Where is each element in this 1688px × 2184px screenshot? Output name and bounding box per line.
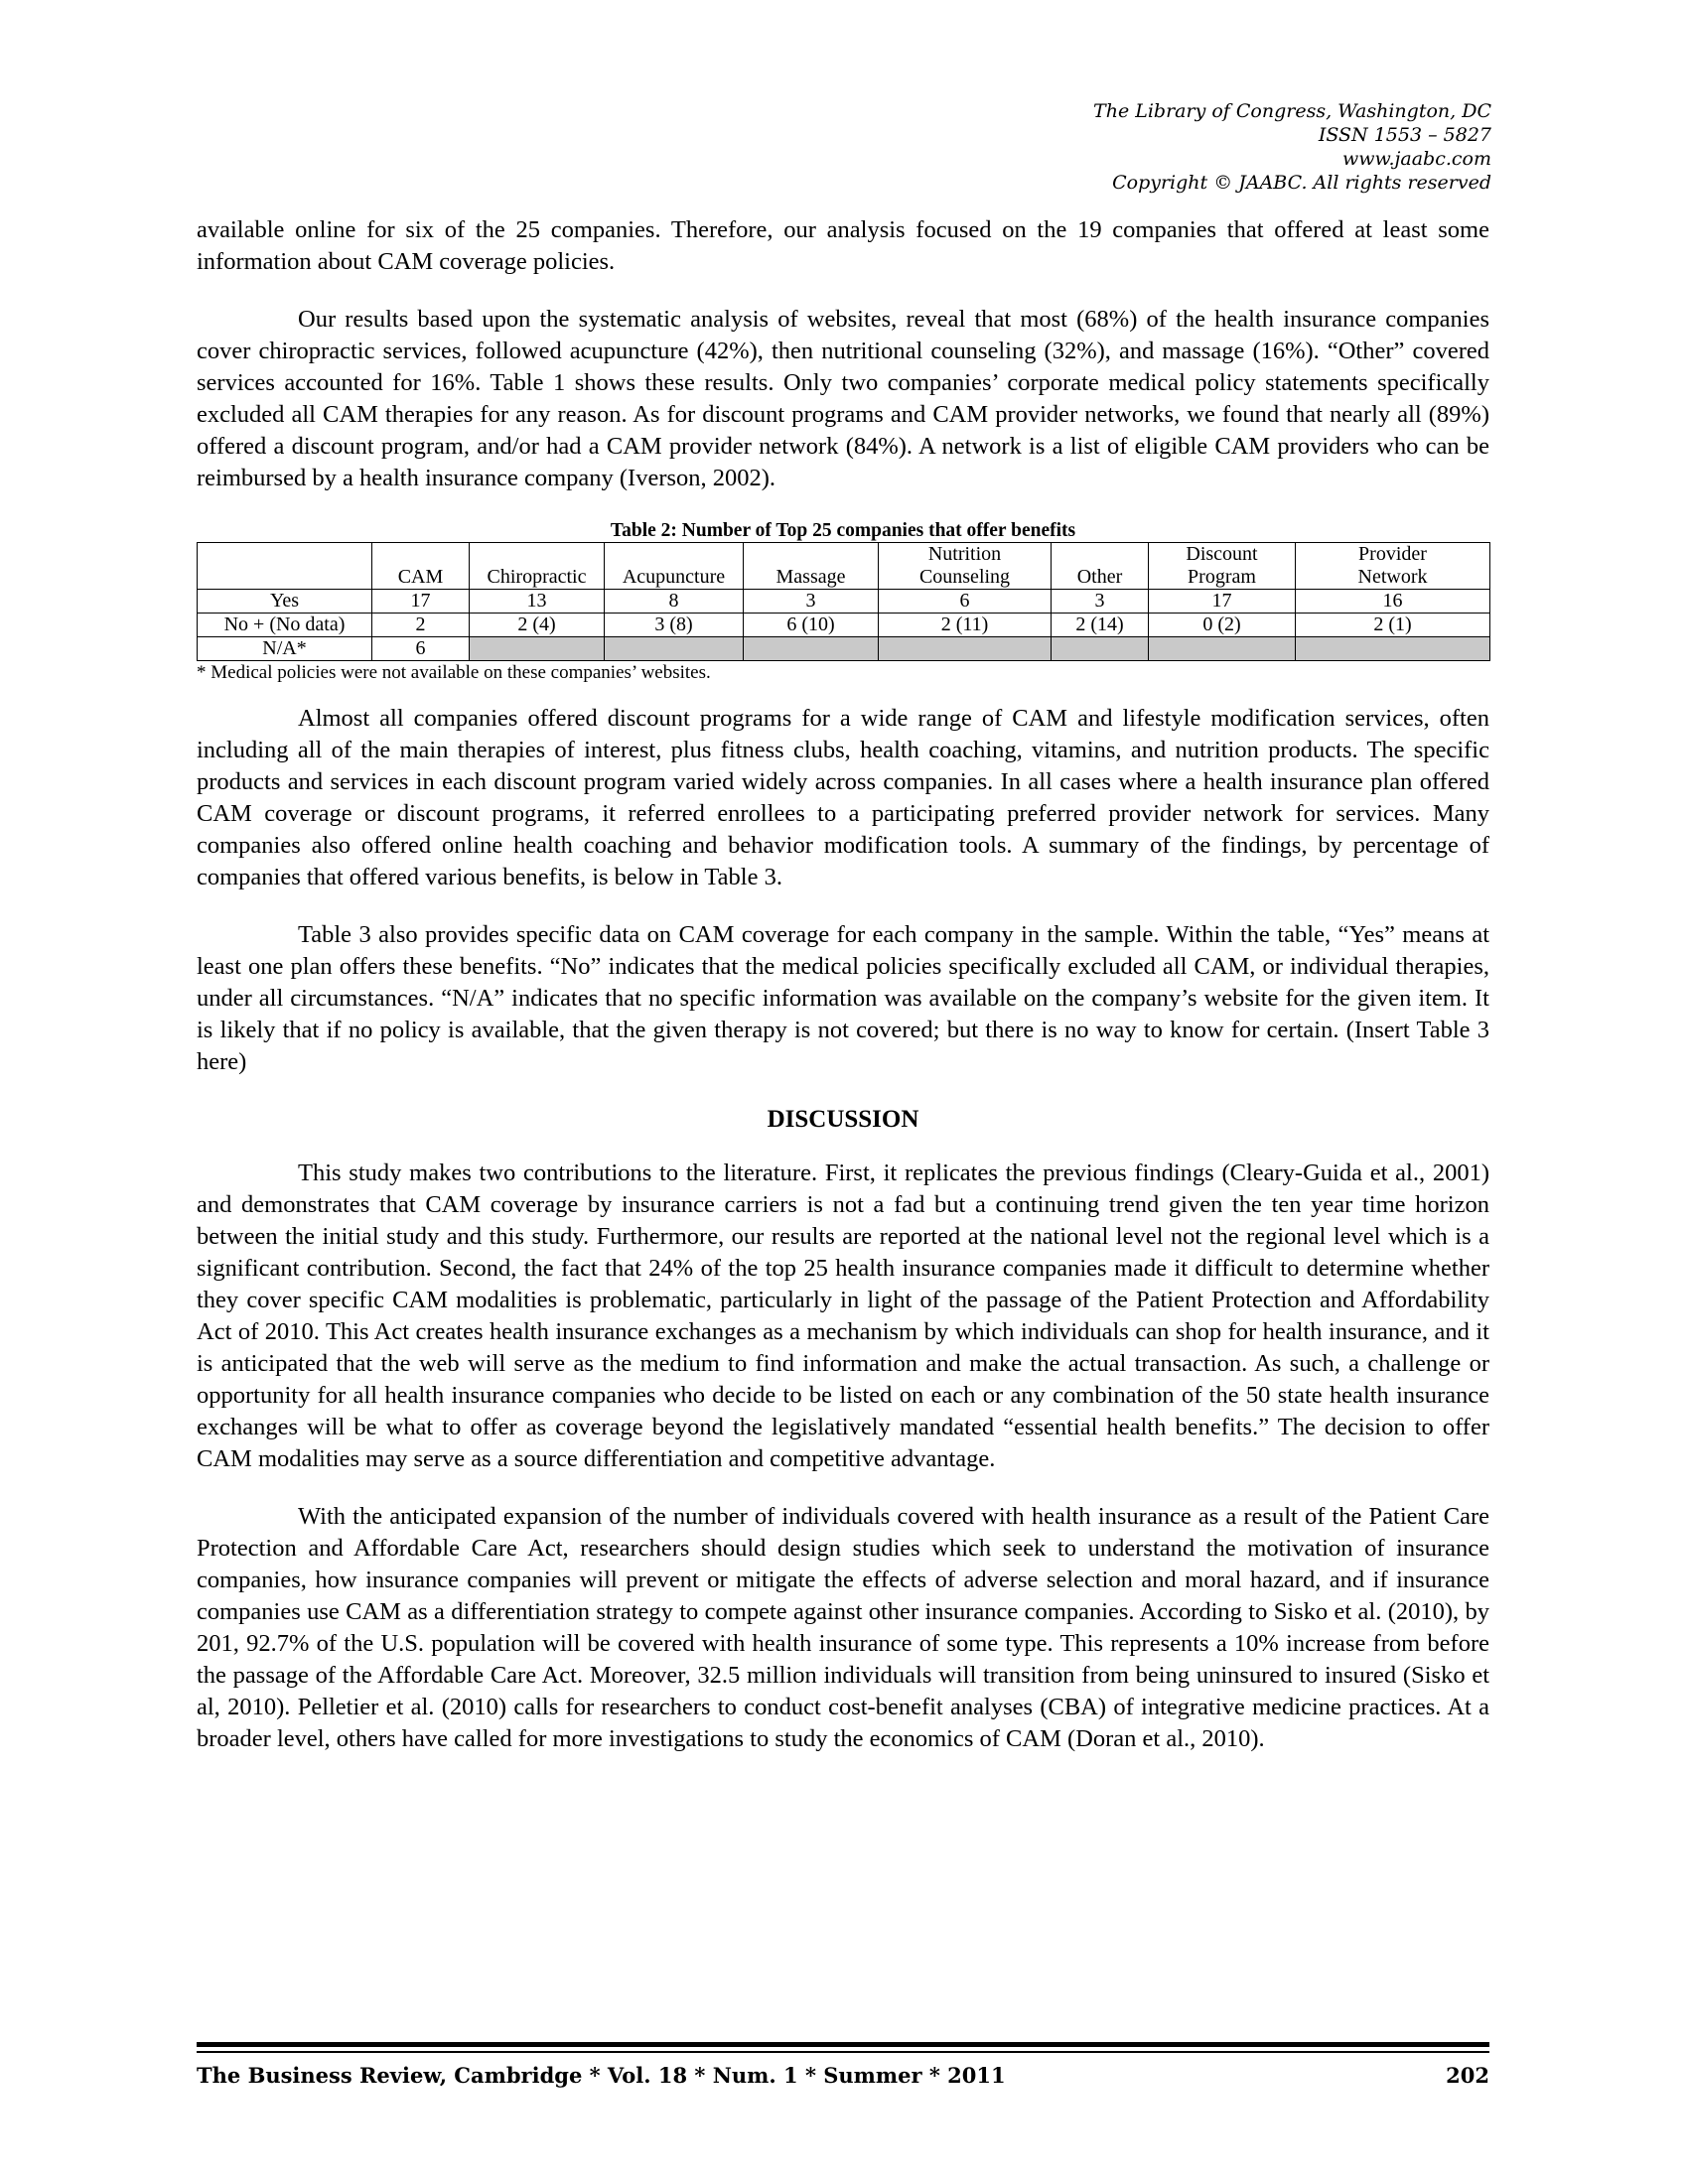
header-cell-acupuncture: Acupuncture xyxy=(605,543,744,590)
header-cell-discount-program xyxy=(1149,543,1296,590)
section-heading-discussion: DISCUSSION xyxy=(767,1106,919,1133)
table-cell-shaded xyxy=(744,637,879,661)
table-cell: 16 xyxy=(1296,590,1490,614)
table-cell: 3 xyxy=(744,590,879,614)
table-cell-shaded xyxy=(605,637,744,661)
header-cell-chiropractic: Chiropractic xyxy=(470,543,605,590)
table-cell: 17 xyxy=(1149,590,1296,614)
table-cell: 0 (2) xyxy=(1149,614,1296,637)
table-row-na xyxy=(198,637,1490,661)
table-cell: 2 xyxy=(372,614,470,637)
header-text: Provider xyxy=(1358,543,1427,565)
header-text: Program xyxy=(1188,566,1256,588)
table-cell: 2 (14) xyxy=(1052,614,1149,637)
table-2-caption: Table 2: Number of Top 25 companies that offer benefits xyxy=(610,520,1076,541)
table-cell: 2 (4) xyxy=(470,614,605,637)
header-website: www.jaabc.com xyxy=(1341,148,1491,170)
paragraph-table-3: Table 3 also provides specific data on CAM coverage for each company in the sample. Within the table, “Yes” means at least one plan offers these benefits. “No” indicates that the medical policies specifically excluded all CAM, or individual therapies, under all circumstances. “N/A” indicates that no specific information was available on the company’s website for the given item. It is likely that if no policy is available, that the given therapy is not covered; but there is no way to know for certain. (Insert Table 3 here) xyxy=(197,921,1489,1075)
paragraph-results: Our results based upon the systematic analysis of websites, reveal that most (68%) of the health insurance companies cover chiropractic services, followed acupuncture (42%), then nutritional counseling (32%), and massage (16%). “Other” covered services accounted for 16%. Table 1 shows these results. Only two companies’ corporate medical policy statements specifically excluded all CAM therapies for any reason. As for discount programs and CAM provider networks, we found that nearly all (89%) offered a discount program, and/or had a CAM provider network (84%). A network is a list of eligible CAM providers who can be reimbursed by a health insurance company (Iverson, 2002). xyxy=(197,306,1489,491)
table-cell: 6 xyxy=(879,590,1052,614)
page-body xyxy=(197,214,1489,1781)
table-cell: 17 xyxy=(372,590,470,614)
header-copyright: Copyright © JAABC. All rights reserved xyxy=(1112,172,1491,194)
footer-rule xyxy=(197,2051,1489,2053)
journal-header xyxy=(1093,99,1491,195)
table-cell: 6 (10) xyxy=(744,614,879,637)
table-cell: 8 xyxy=(605,590,744,614)
row-label: N/A* xyxy=(198,637,372,661)
header-text: Nutrition xyxy=(927,543,1002,565)
footer-rule xyxy=(197,2042,1489,2047)
header-cell-other: Other xyxy=(1052,543,1149,590)
table-cell-shaded xyxy=(1052,637,1149,661)
table-cell: 3 (8) xyxy=(605,614,744,637)
table-cell-shaded xyxy=(1296,637,1490,661)
header-text: Counseling xyxy=(918,566,1011,588)
paragraph-discount-programs: Almost all companies offered discount programs for a wide range of CAM and lifestyle modification services, often including all of the main therapies of interest, plus fitness clubs, health coaching, vitamins, and nutrition products. The specific products and services in each discount program varied widely across companies. In all cases where a health insurance plan offered CAM coverage or discount programs, it referred enrollees to a participating preferred provider network for services. Many companies also offered online health coaching and behavior modification tools. A summary of the findings, by percentage of companies that offered various benefits, is below in Table 3. xyxy=(197,705,1489,890)
table-cell: 3 xyxy=(1052,590,1149,614)
paragraph-continued: available online for six of the 25 companies. Therefore, our analysis focused on the 19 companies that offered at least some information about CAM coverage policies. xyxy=(197,216,1489,275)
table-cell: 2 (1) xyxy=(1296,614,1490,637)
header-text: Network xyxy=(1357,566,1428,588)
table-cell-shaded xyxy=(470,637,605,661)
header-cell-massage: Massage xyxy=(744,543,879,590)
header-cell-nutrition-counseling xyxy=(879,543,1052,590)
page-number: 202 xyxy=(1446,2063,1489,2088)
table-cell: 2 (11) xyxy=(879,614,1052,637)
header-library: The Library of Congress, Washington, DC xyxy=(1093,100,1491,122)
row-label: No + (No data) xyxy=(198,614,372,637)
footer-journal-info: The Business Review, Cambridge * Vol. 18 * Num. 1 * Summer * 2011 xyxy=(197,2063,1006,2088)
table-2-footnote: * Medical policies were not available on these companies’ websites. xyxy=(197,662,711,683)
header-cell-provider-network xyxy=(1296,543,1490,590)
table-header-row xyxy=(198,543,1490,590)
header-issn: ISSN 1553 – 5827 xyxy=(1318,124,1491,146)
header-text: Discount xyxy=(1186,543,1258,565)
paragraph-contributions: This study makes two contributions to the literature. First, it replicates the previous findings (Cleary-Guida et al., 2001) and demonstrates that CAM coverage by insurance carriers is not a fad but a continuing trend given the ten year time horizon between the initial study and this study. Furthermore, our results are reported at the national level not the regional level which is a significant contribution. Second, the fact that 24% of the top 25 health insurance companies made it difficult to determine whether they cover specific CAM modalities is problematic, particularly in light of the passage of the Patient Protection and Affordability Act of 2010. This Act creates health insurance exchanges as a mechanism by which individuals can shop for health insurance, and it is anticipated that the web will serve as the medium to find information and make the actual transaction. As such, a challenge or opportunity for all health insurance companies who decide to be listed on each or any combination of the 50 state health insurance exchanges will be what to offer as coverage beyond the legislatively mandated “essential health benefits.” The decision to offer CAM modalities may serve as a source differentiation and competitive advantage. xyxy=(197,1160,1489,1472)
table-cell: 6 xyxy=(372,637,470,661)
paragraph-future-research: With the anticipated expansion of the number of individuals covered with health insurance as a result of the Patient Care Protection and Affordable Care Act, researchers should design studies which seek to understand the motivation of insurance companies, how insurance companies will prevent or mitigate the effects of adverse selection and moral hazard, and if insurance companies use CAM as a differentiation strategy to compete against other insurance companies. According to Sisko et al. (2010), by 201, 92.7% of the U.S. population will be covered with health insurance of some type. This represents a 10% increase from before the passage of the Affordable Care Act. Moreover, 32.5 million individuals will transition from being uninsured to insured (Sisko et al, 2010). Pelletier et al. (2010) calls for researchers to conduct cost-benefit analyses (CBA) of integrative medicine practices. At a broader level, others have called for more investigations to study the economics of CAM (Doran et al., 2010). xyxy=(197,1503,1489,1752)
header-cell-cam: CAM xyxy=(372,543,470,590)
table-cell-shaded xyxy=(879,637,1052,661)
table-row-no xyxy=(198,614,1490,637)
table-cell: 13 xyxy=(470,590,605,614)
table-2 xyxy=(197,542,1490,661)
table-row-yes xyxy=(198,590,1490,614)
table-cell-shaded xyxy=(1149,637,1296,661)
row-label: Yes xyxy=(198,590,372,614)
header-cell-empty xyxy=(198,543,372,590)
